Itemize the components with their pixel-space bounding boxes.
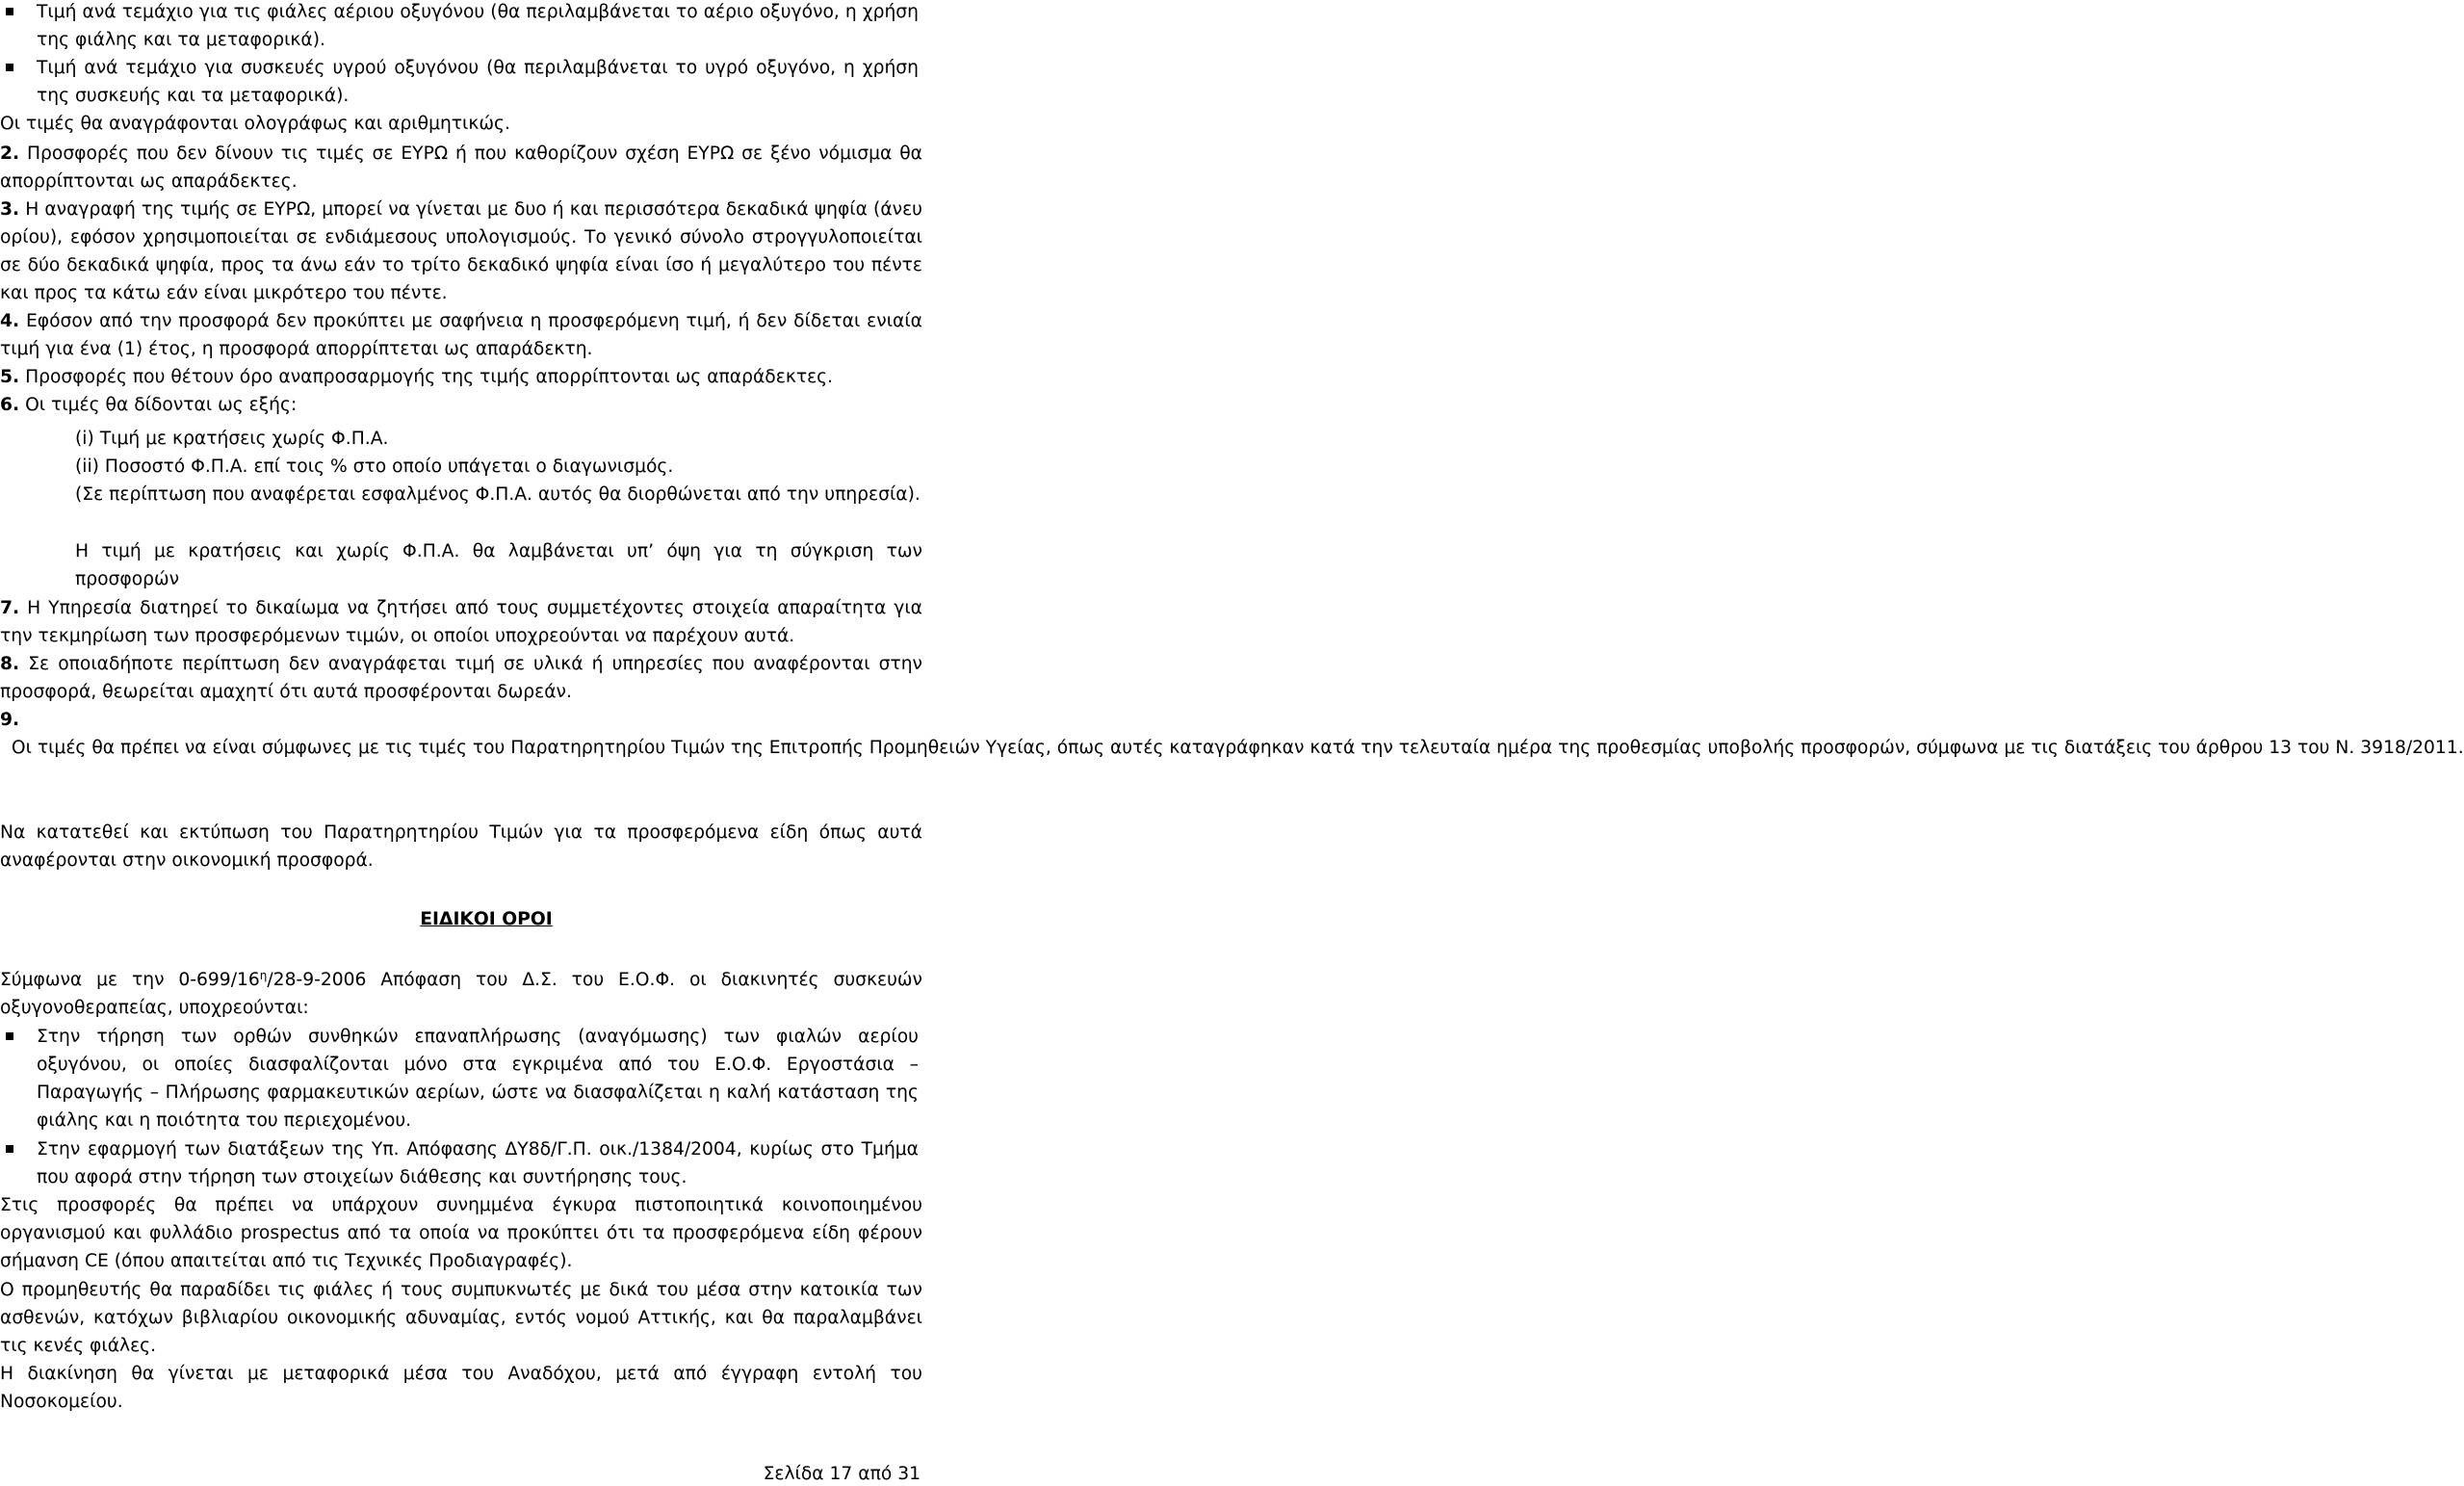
special-bullet-decision: Στην εφαρμογή των διατάξεων της Υπ. Απόφασης ΔΥ8δ/Γ.Π. οικ./1384/2004, κυρίως στο Τμήμα που αφορά στην τήρηση των στοιχείων διάθεσης και συντήρησης τους. <box>37 1135 919 1191</box>
square-bullet-icon <box>6 8 13 15</box>
term-item-4: 4. Εφόσον από την προσφορά δεν προκύπτει με σαφήνεια η προσφερόμενη τιμή, ή δεν δίδεται ενιαία τιμή για ένα (1) έτος, η προσφορά απορρίπτεται ως απαράδεκτη. <box>0 311 922 360</box>
special-terms-heading: ΕΙΔΙΚΟΙ ΟΡΟΙ <box>420 909 553 929</box>
price-bullet-liquid: Τιμή ανά τεμάχιο για συσκευές υγρού οξυγόνου (θα περιλαμβάνεται το υγρό οξυγόνο, η χρήση της συσκευής και τα μεταφορικά). <box>37 54 919 110</box>
special-bullet-refill: Στην τήρηση των ορθών συνθηκών επαναπλήρωσης (αναγόμωσης) των φιαλών αερίου οξυγόνου, οι οποίες διασφαλίζονται μόνο στα εγκριμένα από του Ε.Ο.Φ. Εργοστάσια – Παραγωγής – Πλήρωσης φαρμακευτικών αερίων, ώστε να διασφαλίζεται η καλή κατάσταση της φιάλης και η ποιότητα του περιεχομένου. <box>37 1023 919 1134</box>
square-bullet-icon <box>6 1145 13 1153</box>
square-bullet-icon <box>6 64 13 71</box>
price-option-ii: (ii) Ποσοστό Φ.Π.Α. επί τοις % στο οποίο υπάγεται ο διαγωνισμός. <box>75 456 674 477</box>
special-terms-intro: Σύμφωνα με την $0-699/16^\eta/28-9-2006$ Απόφαση του Δ.Σ. του Ε.Ο.Φ. οι διακινητές συσκευών οξυγονοθεραπείας, υποχρεούνται: <box>0 969 923 1019</box>
page-number: Σελίδα 17 από 31 <box>763 1464 921 1484</box>
term-item-9: 9. Οι τιμές θα πρέπει να είναι σύμφωνες με τις τιμές του Παρατηρητηρίου Τιμών της Επιτροπής Προμηθειών Υγείας, όπως αυτές καταγράφηκαν κατά την τελευταία ημέρα της προθεσμίας υποβολής προσφορών, σύμφωνα με τις διατάξεις του άρθρου 13 του Ν. 3918/2011. <box>0 710 2464 759</box>
term-item-8: 8. Σε οποιαδήποτε περίπτωση δεν αναγράφεται τιμή σε υλικά ή υπηρεσίες που αναφέρονται στην προσφορά, θεωρείται αμαχητί ότι αυτά προσφέρονται δωρεάν. <box>0 654 922 703</box>
term-item-2: 2. Προσφορές που δεν δίνουν τις τιμές σε ΕΥΡΩ ή που καθορίζουν σχέση ΕΥΡΩ σε ξένο νόμισμα θα απορρίπτονται ως απαράδεκτες. <box>0 143 922 193</box>
transport-paragraph: Η διακίνηση θα γίνεται με μεταφορικά μέσα του Αναδόχου, μετά από έγγραφη εντολή του Νοσοκομείου. <box>0 1364 922 1413</box>
certificates-paragraph: Στις προσφορές θα πρέπει να υπάρχουν συνημμένα έγκυρα πιστοποιητικά κοινοποιημένου οργανισμού και φυλλάδιο prospectus από τα οποία να προκύπτει ότι τα προσφερόμενα είδη φέρουν σήμανση CE (όπου απαιτείται από τις Τεχνικές Προδιαγραφές). <box>0 1195 922 1272</box>
term-item-3: 3. Η αναγραφή της τιμής σε ΕΥΡΩ, μπορεί να γίνεται με δυο ή και περισσότερα δεκαδικά ψηφία (άνευ ορίου), εφόσον χρησιμοποιείται σε ενδιάμεσους υπολογισμούς. Το γενικό σύνολο στρογγυλοποιείται σε δύο δεκαδικά ψηφία, προς τα άνω εάν το τρίτο δεκαδικό ψηφία είναι ίσο ή μεγαλύτερο του πέντε και προς τα κάτω εάν είναι μικρότερο του πέντε. <box>0 199 922 304</box>
vat-error-note: (Σε περίπτωση που αναφέρεται εσφαλμένος Φ.Π.Α. αυτός θα διορθώνεται από την υπηρεσία). <box>75 484 921 505</box>
delivery-paragraph: Ο προμηθευτής θα παραδίδει τις φιάλες ή τους συμπυκνωτές με δικά του μέσα στην κατοικία των ασθενών, κατόχων βιβλιαρίου οικονομικής αδυναμίας, εντός νομού Αττικής, και θα παραλαμβάνει τις κενές φιάλες. <box>0 1280 922 1357</box>
price-bullet-gas: Τιμή ανά τεμάχιο για τις φιάλες αέριου οξυγόνου (θα περιλαμβάνεται το αέριο οξυγόνο, η χρήση της φιάλης και τα μεταφορικά). <box>37 0 919 54</box>
square-bullet-icon <box>6 1032 13 1040</box>
comparison-note: Η τιμή με κρατήσεις και χωρίς Φ.Π.Α. θα λαμβάνεται υπ’ όψη για τη σύγκριση των προσφορών <box>75 541 922 590</box>
term-item-7: 7. Η Υπηρεσία διατηρεί το δικαίωμα να ζητήσει από τους συμμετέχοντες στοιχεία απαραίτητα για την τεκμηρίωση των προσφερόμενων τιμών, οι οποίοι υποχρεούνται να παρέχουν αυτά. <box>0 598 922 647</box>
term-item-6: 6. Οι τιμές θα δίδονται ως εξής: <box>0 395 298 415</box>
price-note: Οι τιμές θα αναγράφονται ολογράφως και αριθμητικώς. <box>0 114 510 134</box>
price-option-i: (i) Τιμή με κρατήσεις χωρίς Φ.Π.Α. <box>75 429 389 449</box>
price-observatory-note: Να κατατεθεί και εκτύπωση του Παρατηρητηρίου Τιμών για τα προσφερόμενα είδη όπως αυτά αναφέρονται στην οικονομική προσφορά. <box>0 822 922 872</box>
term-item-5: 5. Προσφορές που θέτουν όρο αναπροσαρμογής της τιμής απορρίπτονται ως απαράδεκτες. <box>0 367 834 387</box>
